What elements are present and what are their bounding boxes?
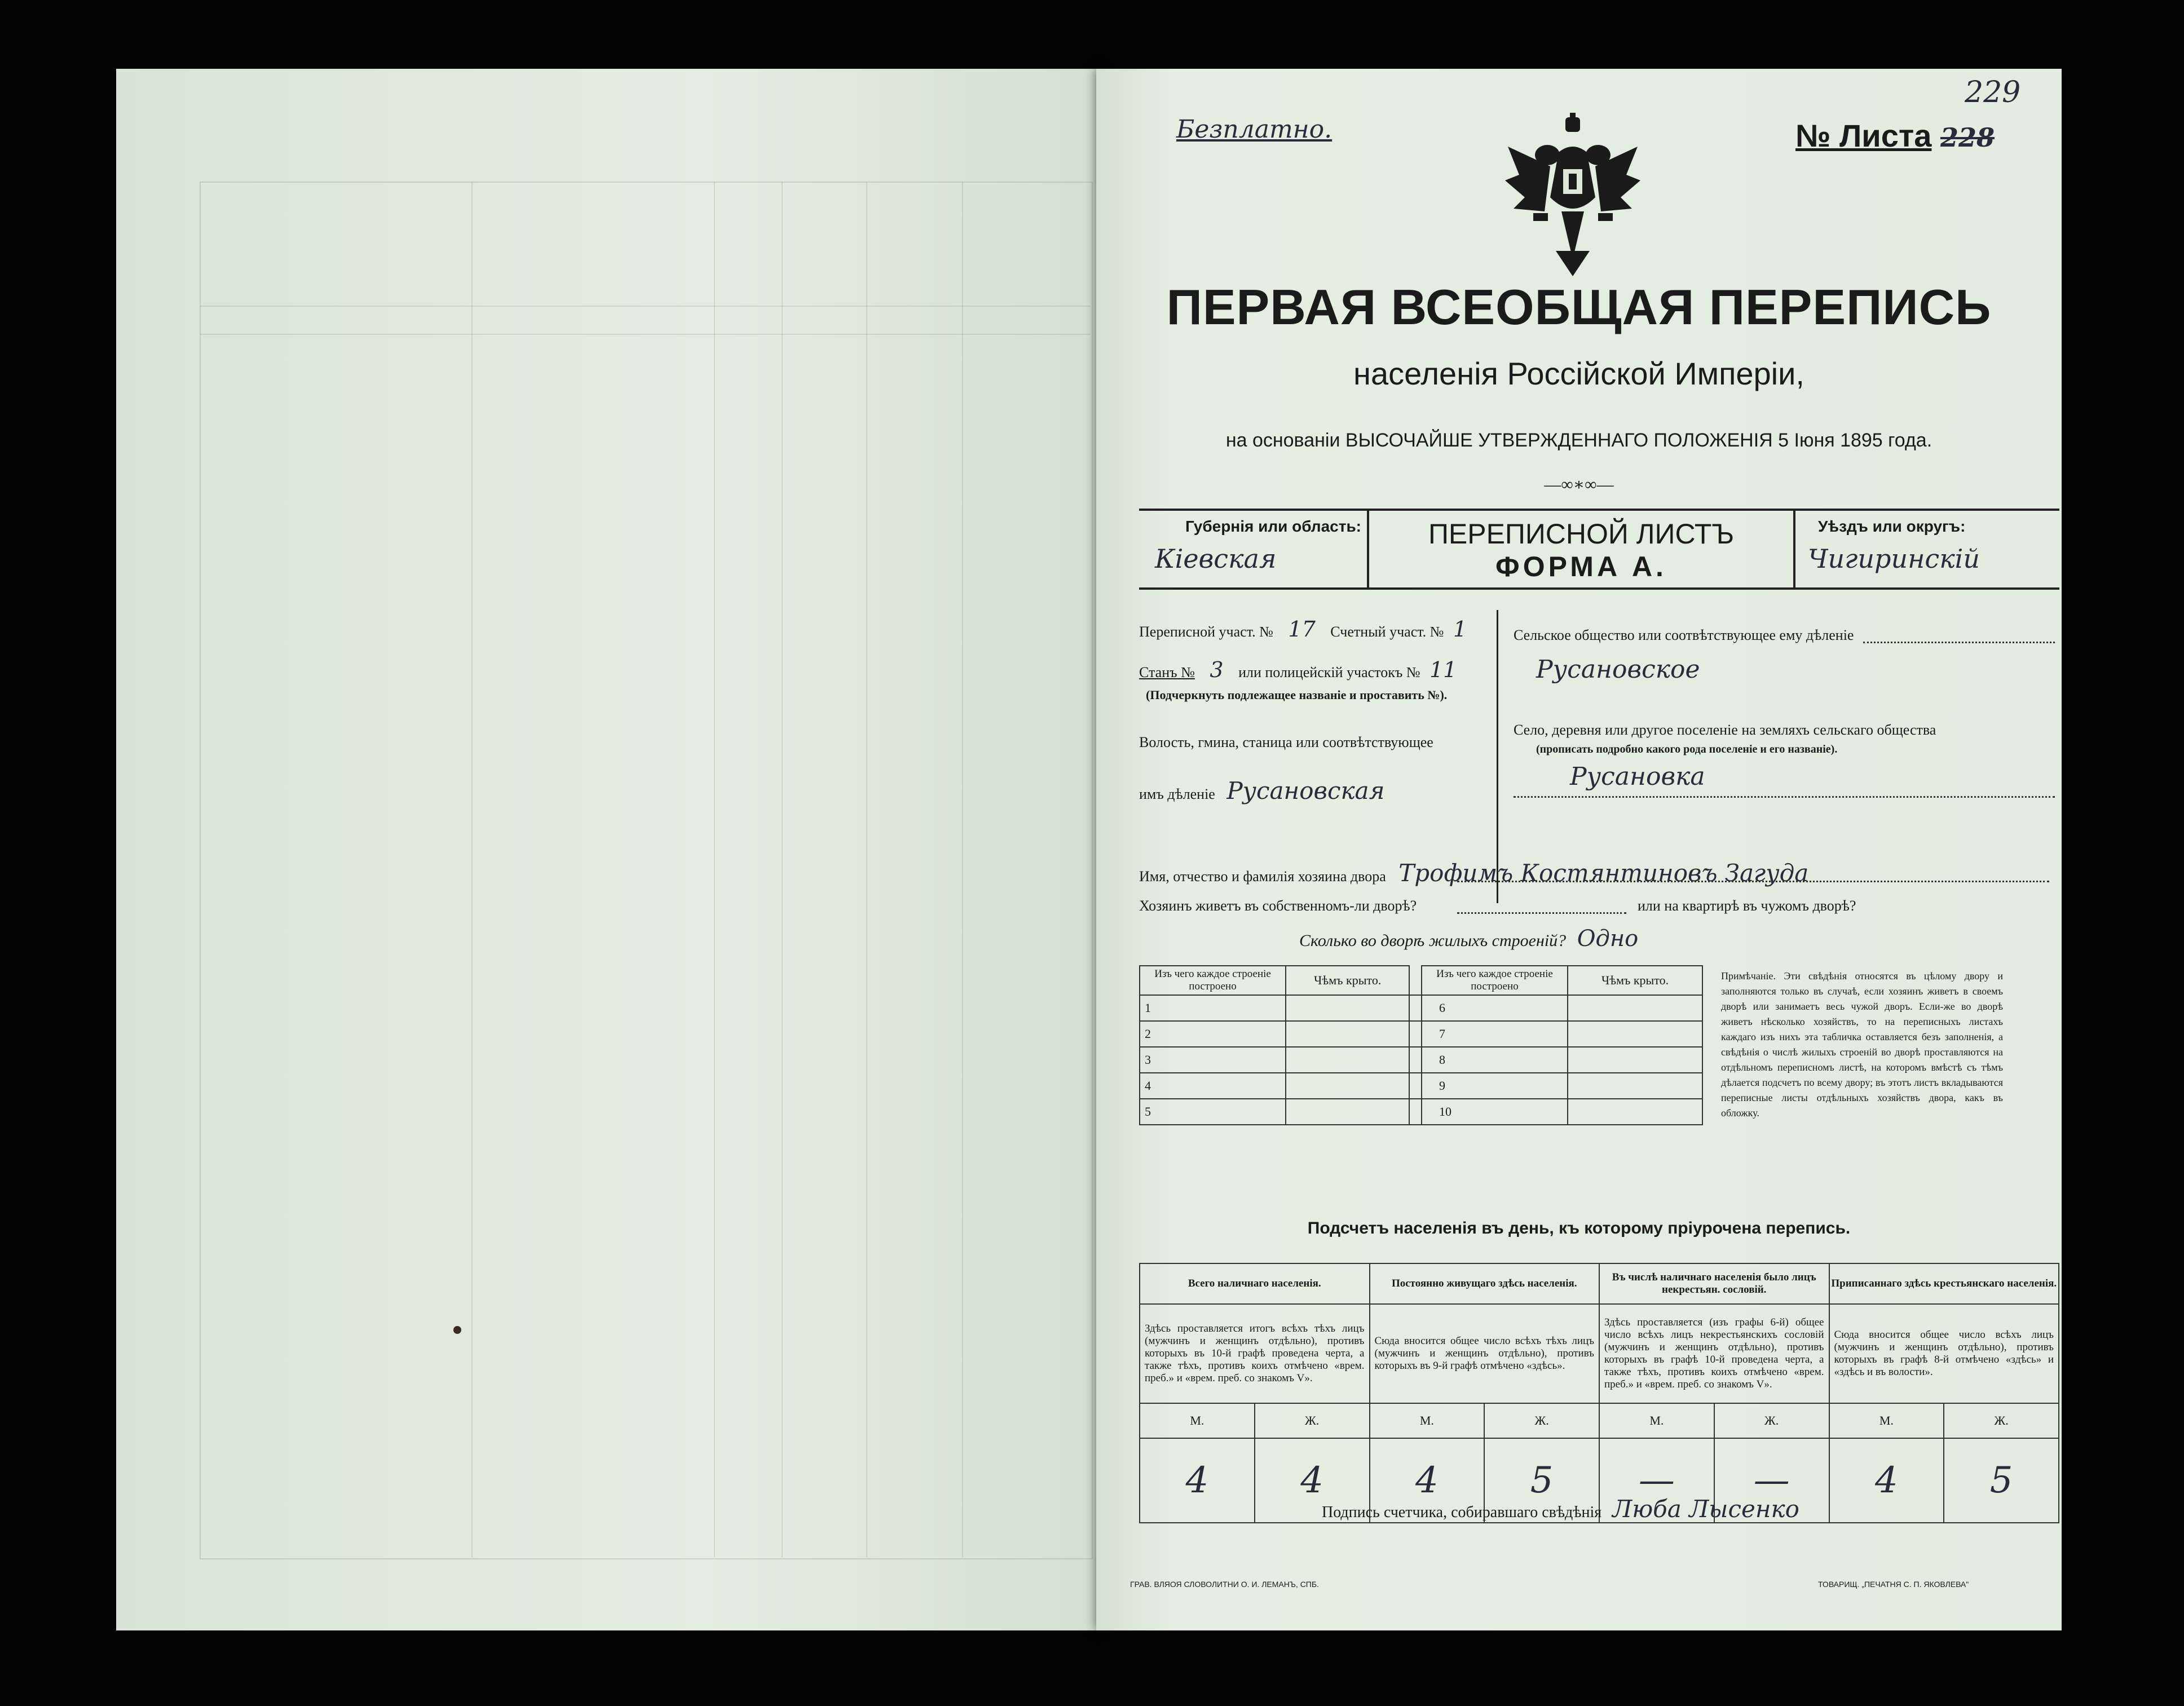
tally-col-desc: Здѣсь проставляется (изъ графы 6-й) общее число всѣхъ лицъ некрестьянскихъ сословій (мужчинъ и женщинъ отдѣльно), противъ которыхъ въ графѣ 10-й проведена черта, а также тѣхъ, противъ коихъ отмѣчено «врем. преб.» и «врем. преб. со знакомъ V». — [1599, 1304, 1829, 1403]
tally-value: 5 — [1944, 1438, 2059, 1523]
free-label: Безплатно. — [1176, 115, 1333, 144]
police-value: 11 — [1429, 657, 1457, 682]
signature-label: Подпись счетчика, собиравшаго свѣдѣнія — [1322, 1504, 1602, 1521]
female-label: Ж. — [1714, 1403, 1829, 1438]
form-sheet-title: ПЕРЕПИСНОЙ ЛИСТЪ — [1428, 518, 1735, 550]
male-label: М. — [1829, 1403, 1944, 1438]
village-value: Русановка — [1570, 762, 1705, 791]
owner-name-label: Имя, отчество и фамилія хозяина двора — [1139, 868, 1386, 885]
uezd-value: Чигиринскій — [1808, 543, 1980, 574]
note-text: Примѣчаніе. Эти свѣдѣнія относятся въ цѣлому двору и заполняются только въ случаѣ, если хозяинъ живетъ в своемъ дворѣ или занимаетъ весь чужой дворъ. Если-же во дворѣ живетъ нѣсколько хозяйствъ, то на переписныхъ листахъ каждаго изъ нихъ эта табличка оставляется безъ заполненія, а свѣдѣнія о числѣ жилыхъ строеній во дворѣ проставляются на отдѣльномъ переписномъ листѣ, на которомъ вмѣстѣ съ тѣмъ дѣлается подсчетъ по всему двору; въ этотъ листъ вкладываются переписные листы отдѣльныхъ хозяйствъ двора, какъ въ обложку. — [1721, 970, 2003, 1119]
female-label: Ж. — [1484, 1403, 1599, 1438]
census-form-page — [1096, 69, 2062, 1630]
show-through-line — [714, 182, 715, 1557]
col-material-left: Изъ чего каждое строеніе построено — [1140, 966, 1286, 995]
col-roof-right: Чѣмъ крыто. — [1568, 966, 1702, 995]
footer-left: ГРАВ. ВЛЯОЯ СЛОВОЛИТНИ О. И. ЛЕМАНЪ, СПБ. — [1130, 1580, 1319, 1589]
female-label: Ж. — [1255, 1403, 1370, 1438]
male-label: М. — [1140, 1403, 1255, 1438]
tally-col-desc: Здѣсь проставляется итогъ всѣхъ тѣхъ лицъ (мужчинъ и женщинъ отдѣльно), противъ которыхъ въ 10-й графѣ проведена черта, а также тѣхъ, противъ коихъ отмѣчено «врем. преб.» и «врем. преб. со знакомъ V». — [1140, 1304, 1370, 1403]
census-district-label: Переписной участ. № — [1139, 624, 1273, 640]
dotted-line — [1457, 881, 2049, 882]
village-label: Село, деревня или другое поселеніе на земляхъ сельскаго общества — [1514, 722, 1936, 738]
owner-row — [1139, 859, 1808, 887]
rule — [1139, 587, 2059, 590]
tally-value: 4 — [1370, 1438, 1485, 1523]
tally-value: 4 — [1255, 1438, 1370, 1523]
society-label: Сельское общество или соотвѣтствующее ему дѣленіе — [1514, 627, 1854, 643]
table-row: 3 8 — [1140, 1047, 1702, 1073]
dotted-line — [1514, 796, 2055, 798]
form-name: ФОРМА А. — [1495, 551, 1667, 582]
gubernia-label: Губернія или область: — [1185, 518, 1361, 535]
stan-row — [1139, 657, 1462, 682]
tally-col-title: Въ числѣ наличнаго населенія было лицъ некрестьян. сословій. — [1599, 1263, 1829, 1304]
ornament-divider: —∞∗∞— — [1544, 475, 1614, 494]
tally-value: 5 — [1484, 1438, 1599, 1523]
show-through-line — [962, 182, 963, 1557]
rent-label: или на квартирѣ въ чужомъ дворѣ? — [1638, 898, 1856, 914]
dotted-line — [1457, 912, 1626, 914]
sheet-number-label: № Листа — [1795, 118, 1932, 153]
tally-col-title: Постоянно живущаго здѣсь населенія. — [1370, 1263, 1600, 1304]
owner-name-value: Трофимъ Костянтиновъ Загуда — [1398, 859, 1809, 887]
police-label: или полицейскій участокъ № — [1238, 664, 1420, 680]
volost-label-line2: имъ дѣленіе — [1139, 786, 1215, 802]
show-through-line — [200, 334, 1091, 335]
buildings-value: Одно — [1577, 926, 1639, 952]
table-row: 1 6 — [1140, 995, 1702, 1021]
count-district-label: Счетный участ. № — [1330, 624, 1444, 640]
buildings-row — [1299, 926, 1638, 952]
village-note: (прописать подробно какого рода поселеніе и его названіе). — [1536, 743, 1838, 755]
show-through-line — [782, 182, 783, 1557]
volost-row — [1139, 777, 1384, 805]
gubernia-value: Кіевская — [1155, 543, 1277, 574]
sheet-number-crossed: 228 — [1940, 122, 1995, 153]
underline-note: (Подчеркнуть подлежащее названіе и проставить №). — [1146, 688, 1448, 702]
tally-col-title: Всего наличнаго населенія. — [1140, 1263, 1370, 1304]
male-label: М. — [1370, 1403, 1485, 1438]
female-label: Ж. — [1944, 1403, 2059, 1438]
tally-col-desc: Сюда вносится общее число всѣхъ тѣхъ лицъ (мужчинъ и женщинъ отдѣльно), противъ которыхъ въ 9-й графѣ отмѣчено «здѣсь». — [1370, 1304, 1600, 1403]
volost-label-line1: Волость, гмина, станица или соотвѣтствующее — [1139, 734, 1433, 750]
dotted-line — [1863, 642, 2055, 643]
male-label: М. — [1599, 1403, 1714, 1438]
stan-label: Станъ № — [1139, 664, 1195, 680]
sheet-number-handwritten: 229 — [1965, 76, 2021, 109]
sheet-number — [1795, 117, 1995, 154]
show-through-line — [866, 182, 867, 1557]
tally-table — [1139, 1263, 2059, 1523]
buildings-label: Сколько во дворѣ жилыхъ строеній? — [1299, 931, 1567, 950]
society-value: Русановское — [1536, 655, 1700, 684]
table-row: 5 10 — [1140, 1099, 1702, 1125]
tally-value: 4 — [1140, 1438, 1255, 1523]
show-through-table — [200, 182, 1093, 1559]
volost-value: Русановская — [1226, 777, 1385, 805]
count-district-value: 1 — [1453, 617, 1467, 642]
show-through-line — [200, 306, 1091, 307]
signature-row — [1322, 1495, 1799, 1523]
tally-value: 4 — [1829, 1438, 1944, 1523]
census-district-value: 17 — [1288, 617, 1316, 642]
rule — [1139, 509, 2059, 511]
tally-col-title: Приписаннаго здѣсь крестьянскаго населенія. — [1829, 1263, 2059, 1304]
rule — [1793, 509, 1795, 590]
tally-value: — — [1714, 1438, 1829, 1523]
form-subtitle: населенія Россійской Имперіи, — [1353, 356, 1804, 391]
table-row: 4 9 — [1140, 1073, 1702, 1099]
paper-spot — [453, 1326, 461, 1334]
table-row: 2 7 — [1140, 1021, 1702, 1047]
left-page — [116, 69, 1100, 1630]
uezd-label: Уѣздъ или округъ: — [1818, 518, 1966, 535]
tally-value: — — [1599, 1438, 1714, 1523]
tally-heading: Подсчетъ населенія въ день, къ которому пріурочена перепись. — [1307, 1219, 1851, 1237]
col-material-right: Изъ чего каждое строеніе построено — [1422, 966, 1568, 995]
census-district-row — [1139, 617, 1472, 642]
footer-right: ТОВАРИЩ. „ПЕЧАТНЯ С. П. ЯКОВЛЕВА" — [1818, 1580, 1969, 1589]
form-basis: на основаніи ВЫСОЧАЙШЕ УТВЕРЖДЕННАГО ПОЛОЖЕНІЯ 5 Іюня 1895 года. — [1225, 430, 1932, 451]
stan-value: 3 — [1210, 657, 1224, 682]
tally-col-desc: Сюда вносится общее число всѣхъ лицъ (мужчинъ и женщинъ отдѣльно), противъ которыхъ въ графѣ 8-й отмѣчено «здѣсь» и «здѣсь и въ волости». — [1829, 1304, 2059, 1403]
signature-value: Люба Лысенко — [1612, 1495, 1799, 1523]
buildings-table — [1139, 965, 1703, 1125]
double-headed-eagle-emblem — [1502, 113, 1643, 282]
form-title: ПЕРВАЯ ВСЕОБЩАЯ ПЕРЕПИСЬ — [1166, 279, 1992, 335]
col-roof-left: Чѣмъ крыто. — [1286, 966, 1409, 995]
show-through-line — [471, 182, 473, 1557]
own-yard-label: Хозяинъ живетъ въ собственномъ-ли дворѣ? — [1139, 898, 1417, 914]
